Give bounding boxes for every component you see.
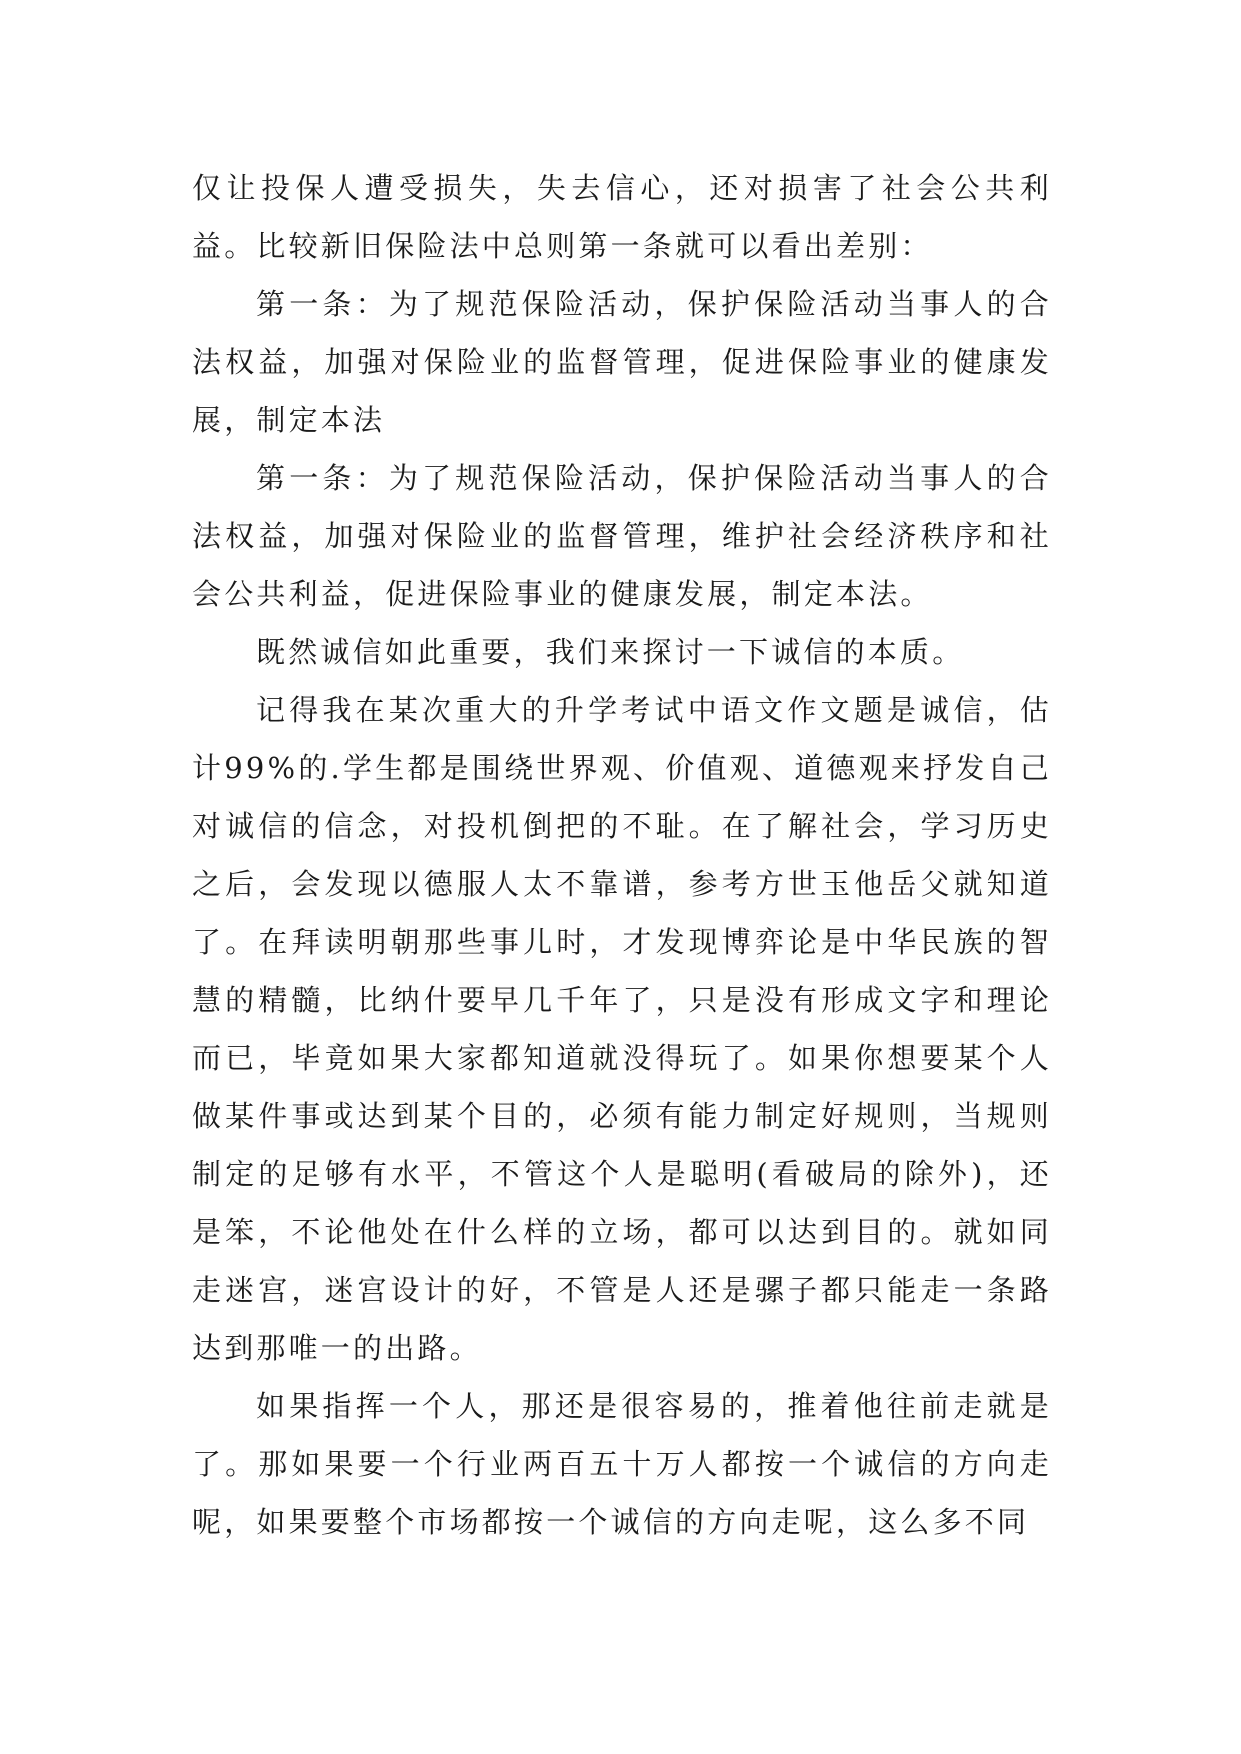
document-body (192, 159, 1052, 1551)
paragraph-2: 第一条：为了规范保险活动，保护保险活动当事人的合法权益，加强对保险业的监督管理，促进保险事业的健康发展，制定本法 (192, 287, 1052, 437)
paragraph-6: 如果指挥一个人，那还是很容易的，推着他往前走就是了。那如果要一个行业两百五十万人都按一个诚信的方向走呢，如果要整个市场都按一个诚信的方向走呢，这么多不同 (192, 1389, 1052, 1539)
paragraph-1: 仅让投保人遭受损失，失去信心，还对损害了社会公共利益。比较新旧保险法中总则第一条就可以看出差别： (192, 171, 1052, 263)
paragraph-5: 记得我在某次重大的升学考试中语文作文题是诚信，估计99%的.学生都是围绕世界观、价值观、道德观来抒发自己对诚信的信念，对投机倒把的不耻。在了解社会，学习历史之后，会发现以德服人太不靠谱，参考方世玉他岳父就知道了。在拜读明朝那些事儿时，才发现博弈论是中华民族的智慧的精髓，比纳什要早几千年了，只是没有形成文字和理论而已，毕竟如果大家都知道就没得玩了。如果你想要某个人做某件事或达到某个目的，必须有能力制定好规则，当规则制定的足够有水平，不管这个人是聪明(看破局的除外)，还是笨，不论他处在什么样的立场，都可以达到目的。就如同走迷宫，迷宫设计的好，不管是人还是骡子都只能走一条路达到那唯一的出路。 (192, 693, 1052, 1365)
paragraph-4: 既然诚信如此重要，我们来探讨一下诚信的本质。 (256, 635, 965, 669)
paragraph-3: 第一条：为了规范保险活动，保护保险活动当事人的合法权益，加强对保险业的监督管理，维护社会经济秩序和社会公共利益，促进保险事业的健康发展，制定本法。 (192, 461, 1052, 611)
